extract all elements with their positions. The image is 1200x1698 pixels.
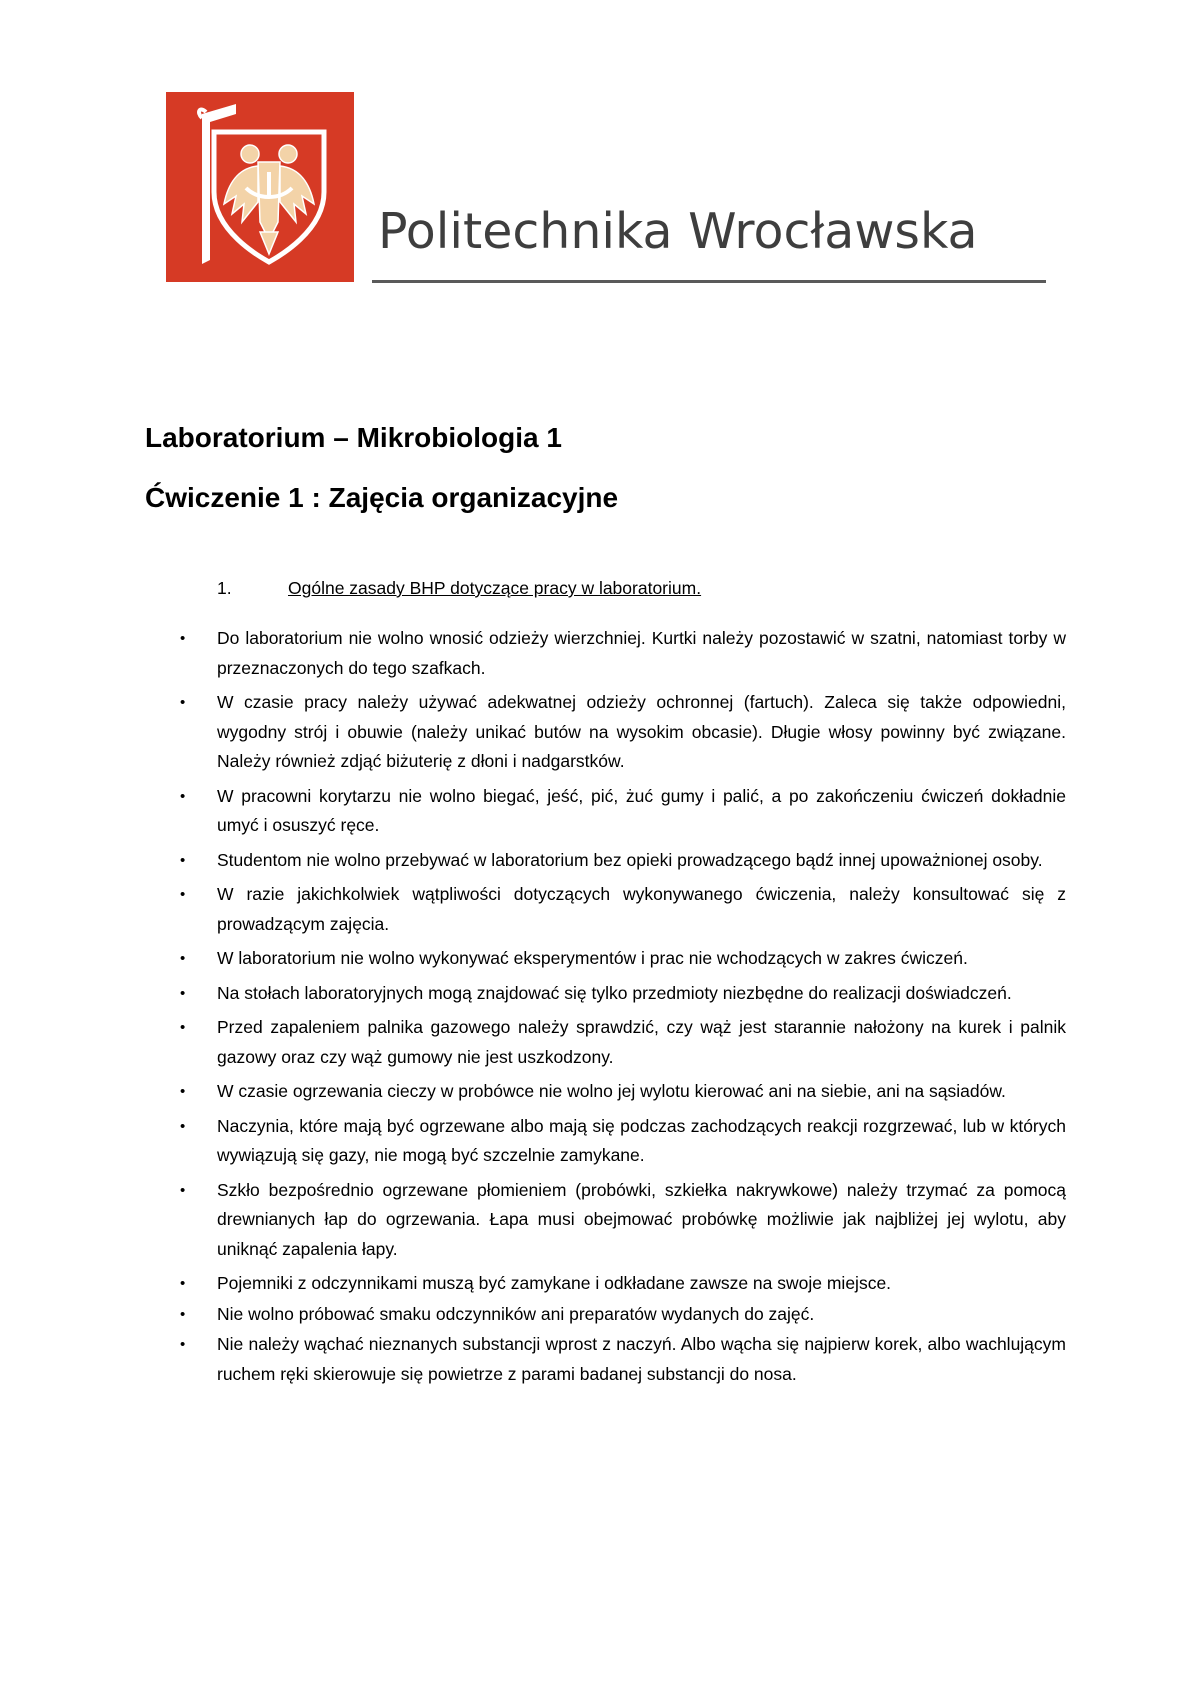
rule-text: Nie należy wąchać nieznanych substancji wprost z naczyń. Albo wącha się najpierw korek, albo wachlującym ruchem ręki skierowuje się powietrze z parami badanej substancji do nosa. bbox=[217, 1334, 1066, 1384]
section-number: 1. bbox=[217, 578, 232, 598]
section-heading bbox=[217, 578, 701, 599]
rule-text: Nie wolno próbować smaku odczynników ani preparatów wydanych do zajęć. bbox=[217, 1303, 815, 1324]
rule-text: W czasie pracy należy używać adekwatnej odzieży ochronnej (fartuch). Zaleca się także odpowiedni, wygodny strój i obuwie (należy unikać butów na wysokim obcasie). Długie włosy powinny być związane. Należy również zdjąć biżuterię z dłoni i nadgarstków. bbox=[217, 692, 1066, 771]
rule-text: Na stołach laboratoryjnych mogą znajdować się tylko przedmioty niezbędne do realizacji doświadczeń. bbox=[217, 982, 1012, 1003]
list-item bbox=[180, 1176, 1066, 1265]
list-item bbox=[180, 688, 1066, 777]
list-item bbox=[180, 1300, 1066, 1330]
bullet-icon: • bbox=[180, 1019, 186, 1036]
list-item bbox=[180, 846, 1066, 876]
bullet-icon: • bbox=[180, 694, 186, 711]
rule-text: Przed zapaleniem palnika gazowego należy sprawdzić, czy wąż jest starannie nałożony na kurek i palnik gazowy oraz czy wąż gumowy nie jest uszkodzony. bbox=[217, 1017, 1066, 1067]
list-item bbox=[180, 944, 1066, 974]
bullet-icon: • bbox=[180, 886, 186, 903]
rule-text: Do laboratorium nie wolno wnosić odzieży wierzchniej. Kurtki należy pozostawić w szatni, natomiast torby w przeznaczonych do tego szafkach. bbox=[217, 628, 1066, 678]
bullet-icon: • bbox=[180, 984, 186, 1002]
bullet-icon: • bbox=[180, 851, 186, 869]
bullet-icon: • bbox=[180, 787, 186, 805]
list-item bbox=[180, 1112, 1066, 1171]
list-item bbox=[180, 1330, 1066, 1389]
list-item bbox=[180, 1013, 1066, 1072]
safety-rules-list bbox=[180, 624, 1066, 1394]
rule-text: Pojemniki z odczynnikami muszą być zamykane i odkładane zawsze na swoje miejsce. bbox=[217, 1273, 892, 1293]
bullet-icon: • bbox=[180, 1181, 186, 1199]
list-item bbox=[180, 782, 1066, 841]
exercise-title: Ćwiczenie 1 : Zajęcia organizacyjne bbox=[145, 482, 619, 513]
bullet-icon: • bbox=[180, 950, 186, 967]
rule-text: W pracowni korytarzu nie wolno biegać, jeść, pić, żuć gumy i palić, a po zakończeniu ćwiczeń dokładnie umyć i osuszyć ręce. bbox=[217, 785, 1066, 835]
rule-text: W razie jakichkolwiek wątpliwości dotyczących wykonywanego ćwiczenia, należy konsultować się z prowadzącym zajęcia. bbox=[217, 884, 1066, 934]
bullet-icon: • bbox=[180, 1083, 186, 1100]
document-title: Laboratorium – Mikrobiologia 1 bbox=[145, 422, 562, 453]
rule-text: W czasie ogrzewania cieczy w probówce nie wolno jej wylotu kierować ani na siebie, ani na sąsiadów. bbox=[217, 1081, 1006, 1101]
bullet-icon: • bbox=[180, 1117, 186, 1135]
bullet-icon: • bbox=[180, 1336, 186, 1353]
list-item bbox=[180, 624, 1066, 683]
rule-text: Studentom nie wolno przebywać w laboratorium bez opieki prowadzącego bądź innej upoważnionej osoby. bbox=[217, 849, 1043, 870]
section-title: Ogólne zasady BHP dotyczące pracy w laboratorium. bbox=[288, 578, 702, 598]
list-item bbox=[180, 979, 1066, 1009]
bullet-icon: • bbox=[180, 1305, 186, 1323]
list-item bbox=[180, 1077, 1066, 1107]
institution-name: Politechnika Wrocławska bbox=[378, 203, 978, 260]
list-item bbox=[180, 880, 1066, 939]
rule-text: Naczynia, które mają być ogrzewane albo mają się podczas zachodzących reakcji rozgrzewać, lub w których wywiązują się gazy, nie mogą być szczelnie zamykane. bbox=[217, 1115, 1066, 1165]
institution-underline bbox=[372, 280, 1046, 283]
rule-text: Szkło bezpośrednio ogrzewane płomieniem (probówki, szkiełka nakrywkowe) należy trzymać za pomocą drewnianych łap do ogrzewania. Łapa musi obejmować probówkę możliwie jak najbliżej jej wylotu, aby uniknąć zapalenia łapy. bbox=[217, 1179, 1066, 1259]
bullet-icon: • bbox=[180, 1275, 186, 1292]
bullet-icon: • bbox=[180, 630, 186, 647]
list-item bbox=[180, 1269, 1066, 1299]
rule-text: W laboratorium nie wolno wykonywać eksperymentów i prac nie wchodzących w zakres ćwiczeń. bbox=[217, 948, 968, 968]
eagle-shield-logo-icon bbox=[166, 92, 354, 282]
